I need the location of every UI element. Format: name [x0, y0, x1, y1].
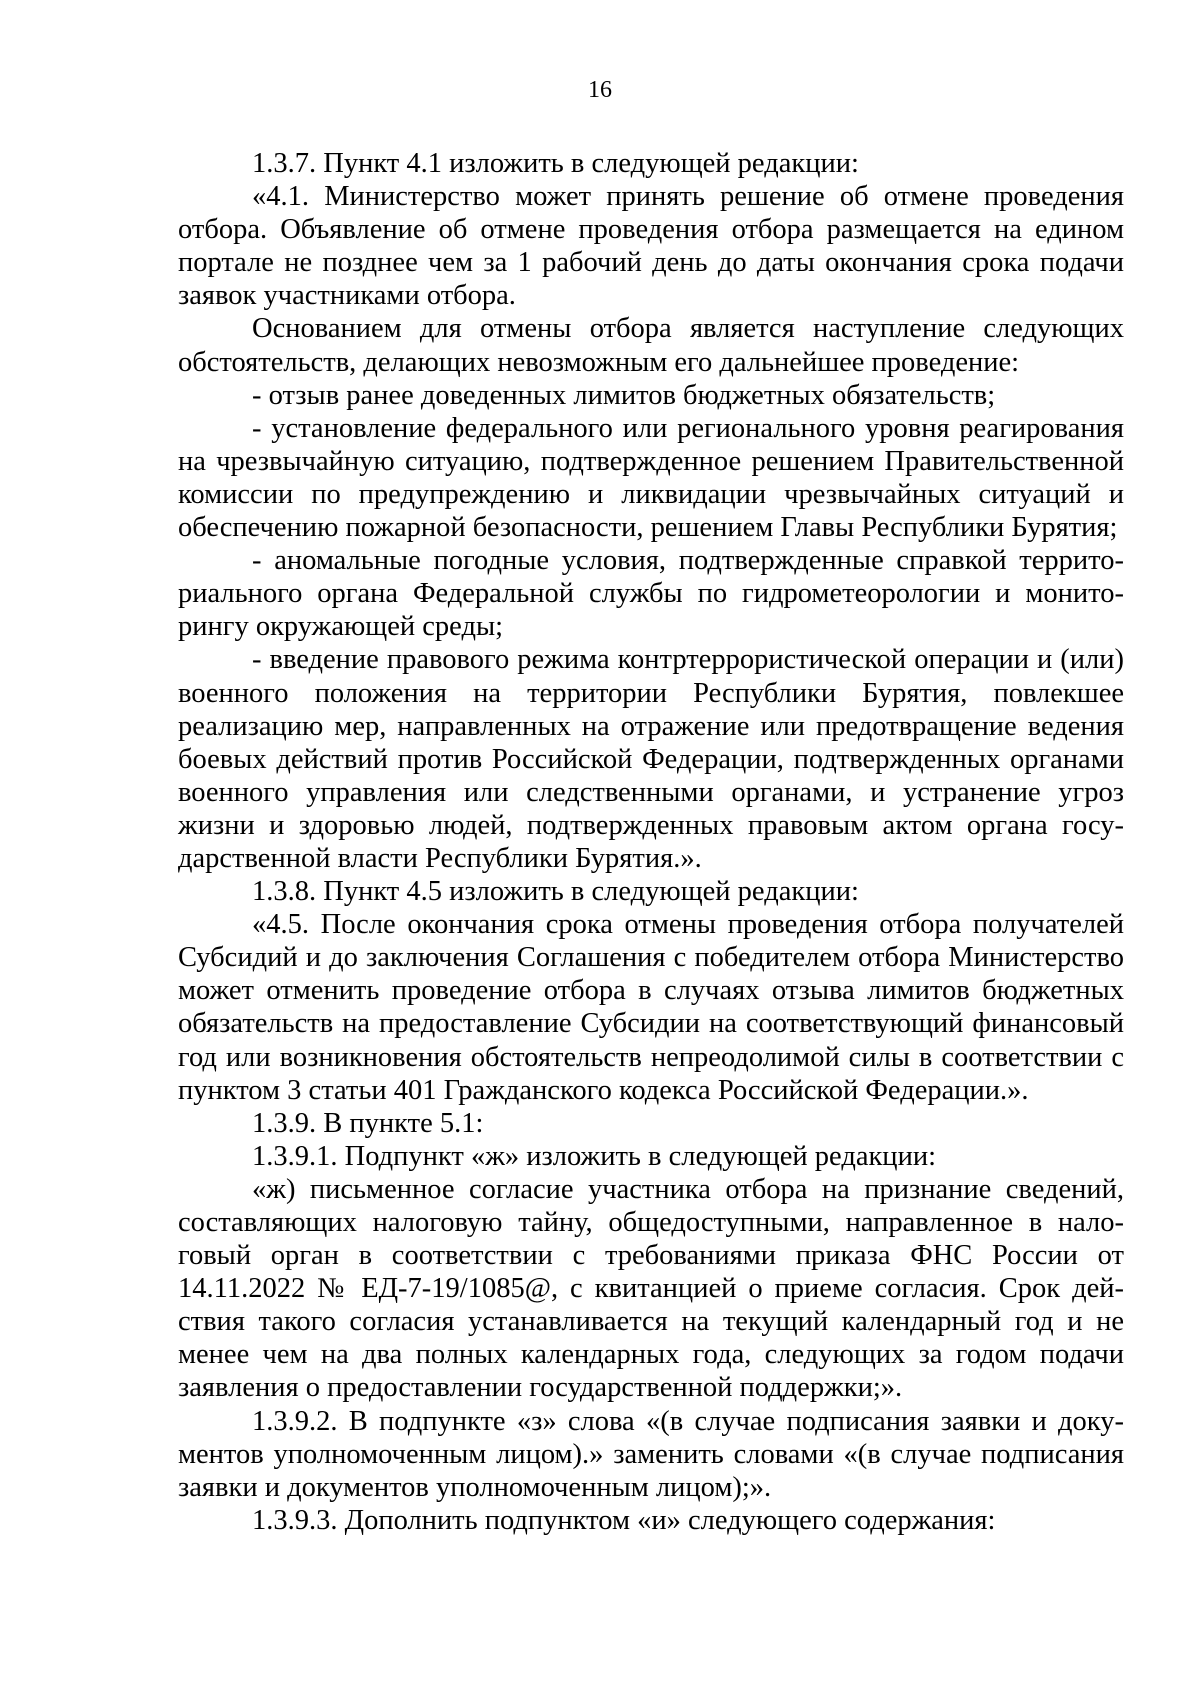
- list-item-limits-recall: - отзыв ранее доведенных лимитов бюджетных обязательств;: [252, 379, 996, 411]
- document-body: [178, 147, 1124, 1537]
- paragraph-grounds: Основанием для отмены отбора является наступление следующих обстоятельств, делающих невозможным его дальнейшее проведение:: [178, 313, 1124, 378]
- list-item-emergency: - установление федерального или регионального уровня реагирования на чрезвычайную ситуацию, подтвержденное решением Правительственной комиссии по предупреждению и ликвидации чрезвычайных ситуаций и обеспечению пожарной безопасности, решением Главы Республики Бурятия;: [178, 412, 1124, 544]
- list-item-weather: - аномальные погодные условия, подтвержденные справкой территориального органа Федеральной службы по гидрометеорологии и мониторингу окружающей среды;: [178, 545, 1124, 643]
- paragraph-4-5: «4.5. После окончания срока отмены проведения отбора получателей Субсидий и до заключения Соглашения с победителем отбора Министерство может отменить проведение отбора в случаях отзыва лимитов бюджетных обязательств на предоставление Субсидии на соответствующий финансовый год или возникновения обстоятельств непреодолимой силы в соответствии с пунктом 3 статьи 401 Гражданского кодекса Российской Федерации.».: [178, 909, 1124, 1106]
- page-number: 16: [588, 77, 612, 103]
- paragraph-1-3-9-1: 1.3.9.1. Подпункт «ж» изложить в следующей редакции:: [252, 1140, 936, 1172]
- paragraph-1-3-9: 1.3.9. В пункте 5.1:: [252, 1107, 484, 1139]
- paragraph-1-3-8: 1.3.8. Пункт 4.5 изложить в следующей редакции:: [252, 876, 859, 908]
- paragraph-1-3-9-2: 1.3.9.2. В подпункте «з» слова «(в случае подписания заявки и документов уполномоченным лицом).» заменить словами «(в случае подписания заявки и документов уполномоченным лицом);».: [178, 1405, 1124, 1503]
- paragraph-4-1: «4.1. Министерство может принять решение об отмене проведения отбора. Объявление об отмене проведения отбора размещается на едином портале не позднее чем за 1 рабочий день до даты окончания срока подачи заявок участниками отбора.: [178, 181, 1124, 312]
- paragraph-1-3-7: 1.3.7. Пункт 4.1 изложить в следующей редакции:: [252, 148, 859, 179]
- paragraph-subitem-zh: «ж) письменное согласие участника отбора на признание сведений, составляющих налоговую тайну, общедоступными, направленное в налоговый орган в соответствии с требованиями приказа ФНС России от 14.11.2022 № ЕД-7-19/1085@, с квитанцией о приеме согласия. Срок действия такого согласия устанавливается на текущий календарный год и не менее чем на два полных календарных года, следующих за годом подачи заявления о предоставлении государственной поддержки;».: [178, 1173, 1124, 1404]
- paragraph-1-3-9-3: 1.3.9.3. Дополнить подпунктом «и» следующего содержания:: [252, 1504, 996, 1536]
- list-item-counter-terrorism: - введение правового режима контртеррористической операции и (или) военного положения на территории Республики Бурятия, повлекшее реализацию мер, направленных на отражение или предотвращение ведения боевых действий против Российской Федерации, подтвержденных органами военного управления или следственными органами, и устранение угроз жизни и здоровью людей, подтвержденных правовым актом органа государственной власти Республики Бурятия.».: [178, 644, 1124, 874]
